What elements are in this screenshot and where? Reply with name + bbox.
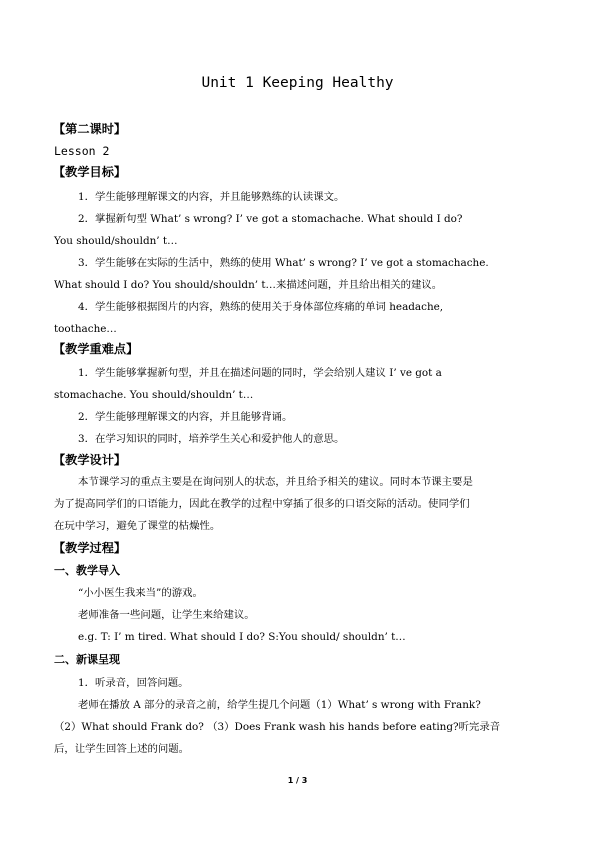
key-point-item-1-line-2: stomachache. You should/shouldn’ t… — [54, 389, 254, 401]
process-heading: 【教学过程】 — [53, 541, 127, 555]
section-1-line-1: “小小医生我来当”的游戏。 — [78, 587, 203, 599]
design-line-3: 在玩中学习，避免了课堂的枯燥性。 — [54, 520, 221, 532]
section-1-line-3: e.g. T: I’ m tired. What should I do? S:You should/ shouldn’ t… — [78, 631, 406, 643]
section-2-line-4: 后，让学生回答上述的问题。 — [54, 743, 190, 755]
design-heading: 【教学设计】 — [53, 453, 127, 467]
lesson-name: Lesson 2 — [54, 144, 110, 158]
section-2-line-1: 1．听录音，回答问题。 — [78, 677, 189, 689]
objective-item-1: 1．学生能够理解课文的内容，并且能够熟练的认读课文。 — [78, 191, 345, 203]
key-point-item-1-line-1: 1．学生能够掌握新句型，并且在描述问题的同时，学会给别人建议 I’ ve got a — [78, 367, 442, 379]
page-number: 1 / 3 — [287, 776, 308, 785]
objective-item-2-line-1: 2．掌握新句型 What’ s wrong? I’ ve got a stomachache. What should I do? — [78, 213, 463, 225]
section-2-line-3: （2）What should Frank do? （3）Does Frank wash his hands before eating?听完录音 — [54, 721, 501, 733]
objective-item-3-line-2: What should I do? You should/shouldn’ t…来描述问题，并且给出相关的建议。 — [54, 279, 443, 291]
section-1-heading: 一、教学导入 — [54, 564, 120, 577]
section-1-line-2: 老师准备一些问题，让学生来给建议。 — [78, 609, 255, 621]
key-point-item-3: 3．在学习知识的同时，培养学生关心和爱护他人的意思。 — [78, 433, 345, 445]
design-line-1: 本节课学习的重点主要是在询问别人的状态，并且给予相关的建议。同时本节课主要是 — [78, 476, 473, 488]
key-points-heading: 【教学重难点】 — [53, 342, 139, 356]
key-point-item-2: 2．学生能够理解课文的内容，并且能够背诵。 — [78, 411, 293, 423]
lesson-label: 【第二课时】 — [53, 122, 127, 136]
objective-item-4-line-1: 4．学生能够根据图片的内容，熟练的使用关于身体部位疼痛的单词 headache, — [78, 301, 444, 313]
objective-item-4-line-2: toothache… — [54, 323, 117, 335]
section-2-line-2: 老师在播放 A 部分的录音之前，给学生提几个问题（1）What’ s wrong with Frank? — [78, 699, 481, 711]
objectives-heading: 【教学目标】 — [53, 165, 127, 179]
objective-item-3-line-1: 3．学生能够在实际的生活中，熟练的使用 What’ s wrong? I’ ve got a stomachache. — [78, 257, 489, 269]
document-title: Unit 1 Keeping Healthy — [201, 75, 394, 91]
objective-item-2-line-2: You should/shouldn’ t… — [54, 235, 178, 247]
section-2-heading: 二、新课呈现 — [54, 653, 120, 666]
design-line-2: 为了提高同学们的口语能力，因此在教学的过程中穿插了很多的口语交际的活动。使同学们 — [54, 498, 470, 510]
